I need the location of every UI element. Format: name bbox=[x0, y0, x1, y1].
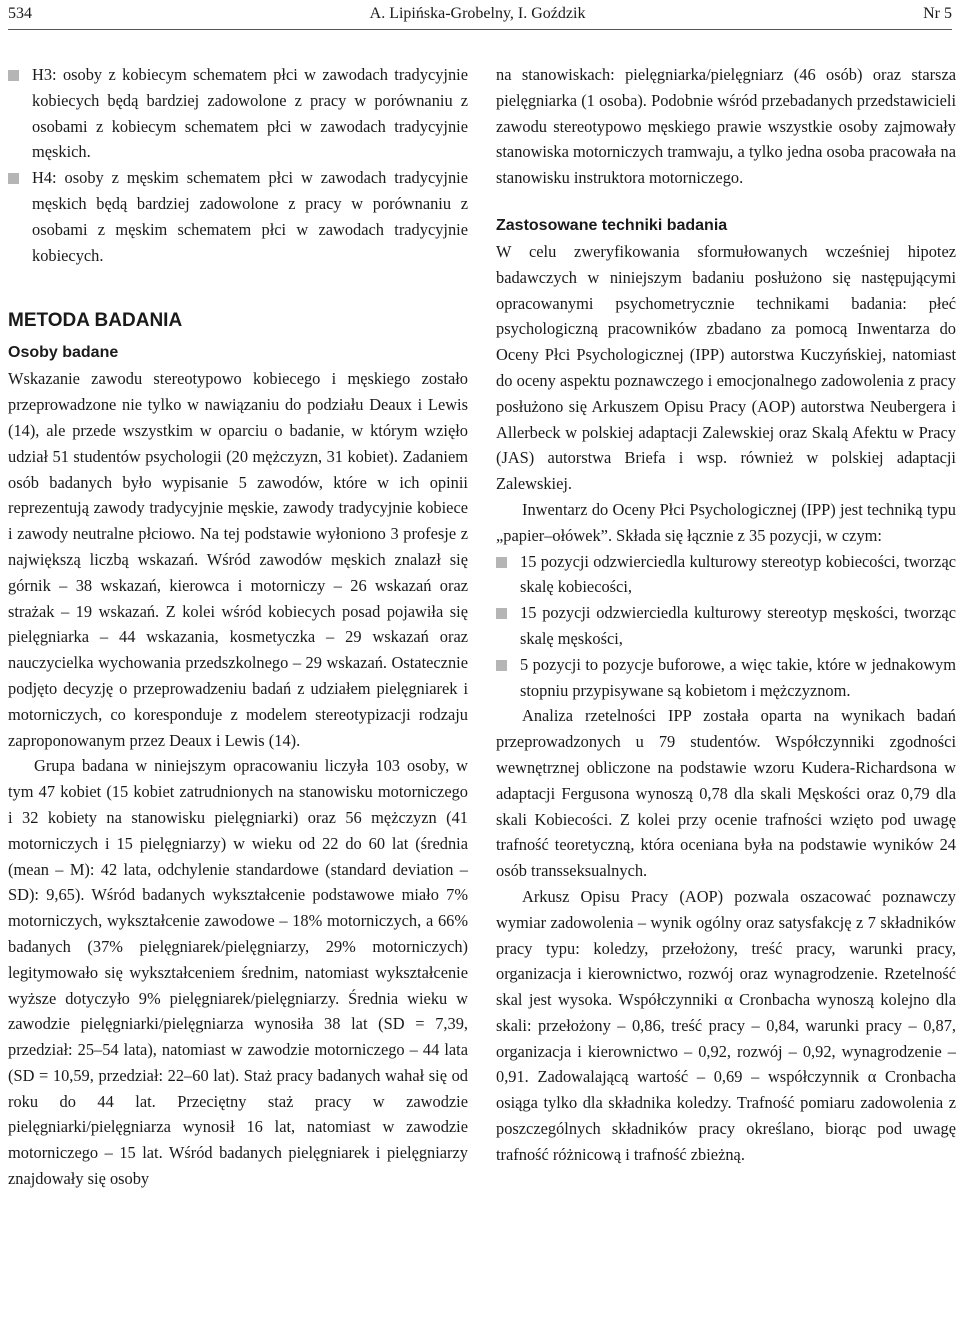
square-bullet-icon bbox=[8, 173, 19, 184]
left-column bbox=[8, 62, 468, 1192]
square-bullet-icon bbox=[496, 608, 507, 619]
issue-number: Nr 5 bbox=[923, 5, 952, 22]
paragraph: W celu zweryfikowania sformułowanych wcześniej hipotez badawczych w niniejszym badaniu posłużono się następującymi opracowanymi psychometrycznie technikami badania: płeć psychologiczną pracowników zbadano za pomocą Inwentarza do Oceny Płci Psychologicznej (IPP) autorstwa Kuczyńskiej, natomiast do oceny aspektu poznawczego i emocjonalnego zadowolenia z pracy posłużono się Arkuszem Opisu Pracy (AOP) autorstwa Neubergera i Allerbeck w polskiej adaptacji Zalewskiej oraz Skalą Afektu w Pracy (JAS) autorstwa Briefa i wsp. również w polskiej adaptacji Zalewskiej. bbox=[496, 241, 956, 494]
paragraph: Arkusz Opisu Pracy (AOP) pozwala oszacować poznawczy wymiar zadowolenia – wynik ogólny oraz satysfakcję z 7 składników pracy typu: koledzy, przełożony, treść pracy, warunki pracy, organizacja i kierownictwo, rozwój oraz wynagrodzenie. Rzetelność skal jest wysoka. Współczynniki α Cronbacha wynoszą kolejno dla skali: przełożony – 0,86, treść pracy – 0,84, warunki pracy – 0,87, organizacja i kierownictwo – 0,92, rozwój – 0,92, wynagrodzenie – 0,91. Zadowalającą wartość – 0,69 – współczynnik α Cronbacha osiąga tylko dla składnika koledzy. Trafność pomiaru zadowolenia z poszczególnych składników pracy określano, biorąc pod uwagę trafność różnicową i trafność zbieżną. bbox=[496, 886, 956, 1164]
page-number: 534 bbox=[8, 5, 32, 22]
paragraph: Wskazanie zawodu stereotypowo kobiecego i męskiego zostało przeprowadzone nie tylko w nawiązaniu do podziału Deaux i Lewis (14), ale przede wszystkim w oparciu o badanie, w którym wzięło udział 51 studentów psychologii (20 mężczyzn, 31 kobiet). Zadaniem osób badanych było wypisanie 5 zawodów, które w ich opinii reprezentują zawody tradycyjnie męskie, zawody tradycyjnie kobiece i zawody neutralne płciowo. Na tej podstawie wyłoniono 3 profesje z największą liczbą wskazań. Wśród zawodów męskich znalazł się górnik – 38 wskazań, kierowca i motorniczy – 26 wskazań oraz strażak – 19 wskazań. Z kolei wśród kobiecych posad pojawiła się pielęgniarka – 44 wskazania, kosmetyczka – 29 wskazań oraz nauczycielka wychowania przedszkolnego – 29 wskazań. Ostatecznie podjęto decyzję o przeprowadzeniu badań z udziałem pielęgniarek i motorniczych, co koresponduje z modelem stereotypizacji rodzaju zaproponowanym przez Deaux i Lewis (14). bbox=[8, 369, 468, 750]
section-title: METODA BADANIA bbox=[8, 310, 183, 332]
running-authors: A. Lipińska-Grobelny, I. Goździk bbox=[369, 5, 586, 22]
paragraph: Grupa badana w niniejszym opracowaniu liczyła 103 osoby, w tym 47 kobiet (15 kobiet zatrudnionych na stanowisku motorniczego i 32 kobiety na stanowisku pielęgniarki) oraz 56 mężczyzn (41 motorniczych i 15 pielęgniarzy) w wieku od 22 do 60 lat (średnia (mean – M): 42 lata, odchylenie standardowe (standard deviation – SD): 9,65). Wśród badanych wykształcenie podstawowe miało 7% motorniczych, wykształcenie zawodowe – 18% motorniczych, a 66% badanych (37% pielęgniarek/pielęgniarzy, 29% motorniczych) legitymowało się wykształceniem średnim, natomiast wykształcenie wyższe dotyczyło 9% pielęgniarek/pielęgniarzy. Średnia wieku w zawodzie pielęgniarki/pielęgniarza wynosiła 38 lat (SD = 7,39, przedział: 25–54 lata), natomiast w zawodzie motorniczego – 44 lata (SD = 10,59, przedział: 22–60 lat). Staż pracy badanych wahał się od roku do 44 lat. Przeciętny staż pracy w zawodzie pielęgniarki/pielęgniarza wynosił 16 lat, natomiast w zawodzie motorniczego – 15 lat. Wśród badanych pielęgniarek i pielęgniarzy znajdowały się osoby bbox=[8, 756, 468, 1189]
running-header bbox=[8, 0, 952, 28]
square-bullet-icon bbox=[8, 70, 19, 81]
subsection-title: Zastosowane techniki badania bbox=[496, 216, 728, 234]
square-bullet-icon bbox=[496, 557, 507, 568]
list-item: 15 pozycji odzwierciedla kulturowy stereotyp męskości, tworząc skalę męskości, bbox=[496, 600, 956, 652]
square-bullet-icon bbox=[496, 660, 507, 671]
paragraph: Analiza rzetelności IPP została oparta na wynikach badań przeprowadzonych u 79 studentów. Współczynniki zgodności wewnętrznej obliczone na podstawie wzoru Kudera-Richardsona w adaptacji Fergusona wynoszą 0,78 dla skali Męskości oraz 0,79 dla skali Kobiecości. Z kolei przy ocenie trafności wzięto pod uwagę trafność teoretyczną, która oceniana była na podstawie wyników 24 osób transseksualnych. bbox=[496, 706, 956, 881]
list-item: 5 pozycji to pozycje buforowe, a więc takie, które w jednakowym stopniu przypisywane są kobietom i mężczyznom. bbox=[496, 652, 956, 704]
right-column bbox=[496, 62, 956, 1168]
subsection-title: Osoby badane bbox=[8, 344, 119, 362]
paragraph: Inwentarz do Oceny Płci Psychologicznej (IPP) jest techniką typu „papier–ołówek”. Składa się łącznie z 35 pozycji, w czym: bbox=[496, 499, 956, 545]
hypothesis-h4: H4: osoby z męskim schematem płci w zawodach tradycyjnie męskich będą bardziej zadowolone z pracy w porównaniu z osobami z męskim schematem płci w zawodach tradycyjnie kobiecych. bbox=[8, 165, 468, 268]
paragraph: na stanowiskach: pielęgniarka/pielęgniarz (46 osób) oraz starsza pielęgniarka (1 osoba). Podobnie wśród przebadanych przedstawicieli zawodu stereotypowo męskiego prawie wszystkie osoby zajmowały stanowiska motorniczych tramwaju, a tylko jedna osoba pracowała na stanowisku instruktora motorniczego. bbox=[496, 65, 956, 188]
hypothesis-h3: H3: osoby z kobiecym schematem płci w zawodach tradycyjnie kobiecych będą bardziej zadowolone z pracy w porównaniu z osobami z kobiecym schematem płci w zawodach tradycyjnie męskich. bbox=[8, 62, 468, 165]
list-item: 15 pozycji odzwierciedla kulturowy stereotyp kobiecości, tworząc skalę kobiecości, bbox=[496, 549, 956, 601]
header-rule bbox=[8, 29, 952, 30]
